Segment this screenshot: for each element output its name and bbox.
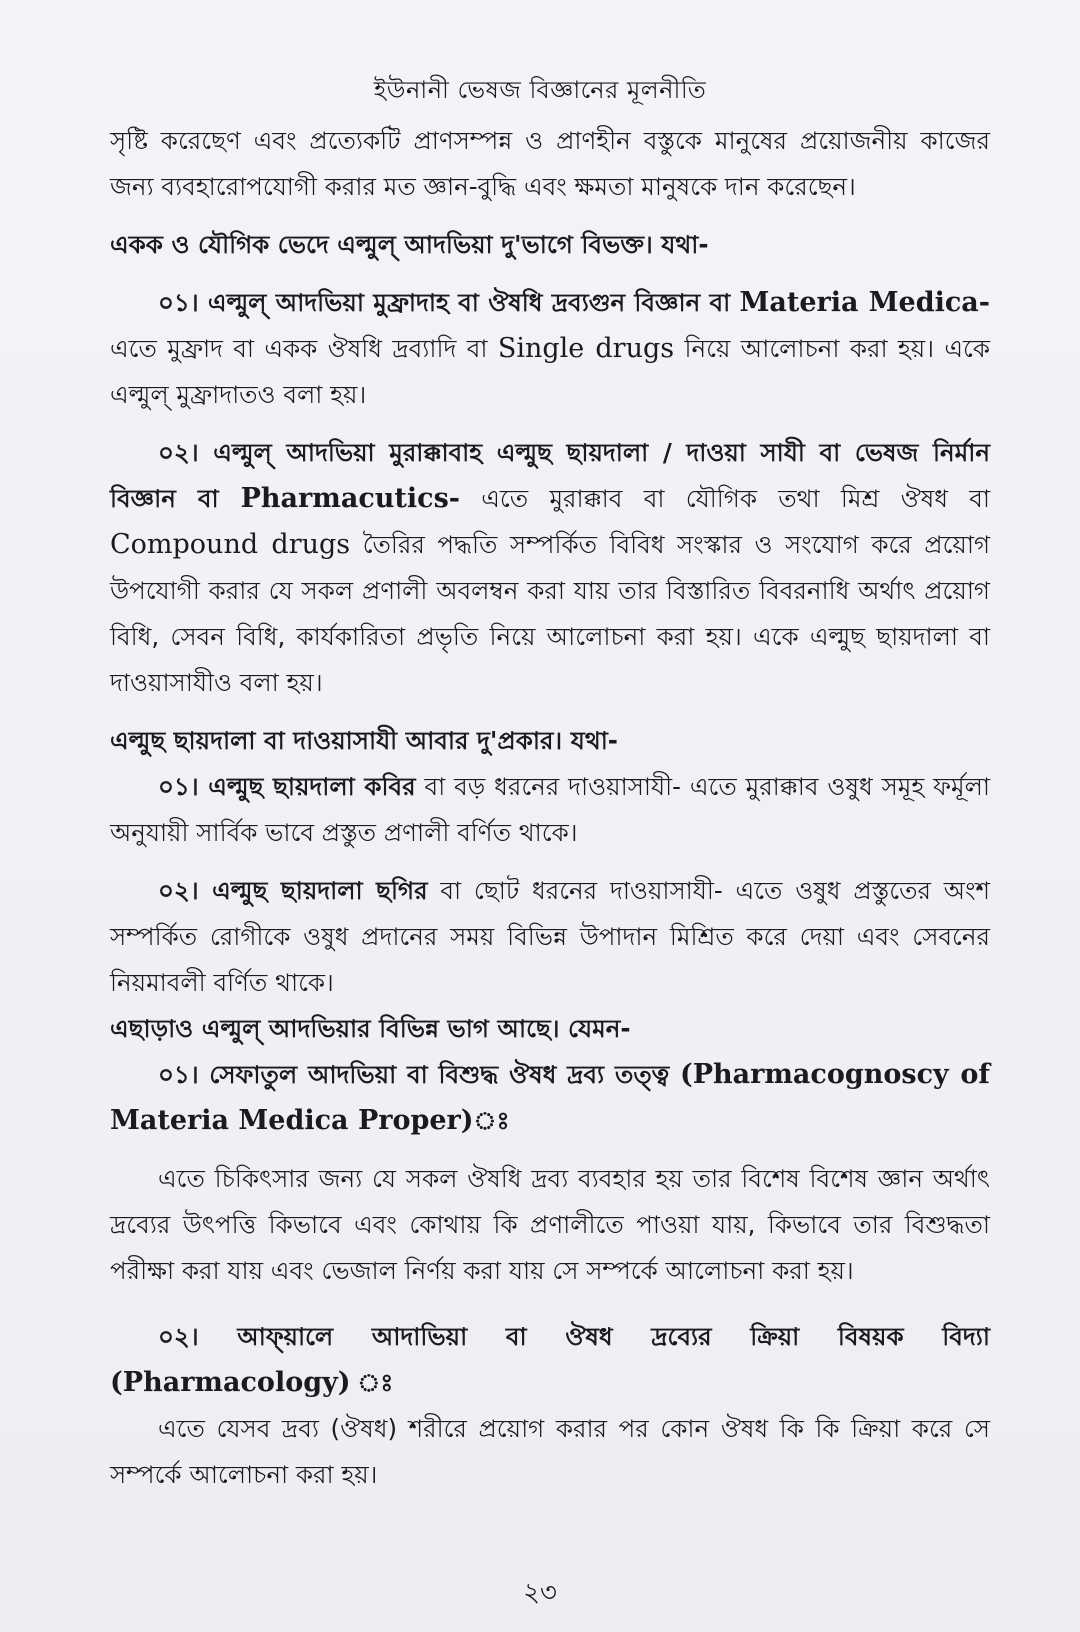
pharmacology-body: এতে যেসব দ্রব্য (ঔষধ) শরীরে প্রয়োগ করার পর কোন ঔষধ কি কি ক্রিয়া করে সে সম্পর্কে আলোচনা করা হয়। [110, 1414, 990, 1489]
item-2-lead: ০২। এল্মুল্ আদভিয়া মুরাক্কাবাহ এল্মুছ ছায়দালা / দাওয়া সাযী বা ভেষজ নির্মান বিজ্ঞান বা [110, 438, 990, 513]
item-1-mid: এতে মুফ্রাদ বা একক ঔষধি দ্রব্যাদি বা [110, 334, 498, 363]
pharmacology-title [110, 1314, 990, 1406]
sub-2-lead: ০২। এল্মুছ ছায়দালা ছগির [158, 876, 428, 905]
item-2-tail: তৈরির পদ্ধতি সম্পর্কিত বিবিধ সংস্কার ও সংযোগ করে প্রয়োগ উপযোগী করার যে সকল প্রণালী অবলম্বন করা যায় তার বিস্তারিত বিবরনাধি অর্থাৎ প্রয়োগ বিধি, সেবন বিধি, কার্যকারিতা প্রভৃতি নিয়ে আলোচনা করা হয়। একে এল্মুছ ছায়দালা বা দাওয়াসাযীও বলা হয়। [110, 530, 991, 697]
page-number: ২৩ [523, 1578, 557, 1608]
item-2-mid: এতে মুরাক্কাব বা যৌগিক তথা মিশ্র ঔষধ বা [460, 484, 990, 513]
item-1-lead: ০১। এল্মুল্ আদভিয়া মুফ্রাদাহ বা ঔষধি দ্রব্যগুন বিজ্ঞান বা [158, 288, 740, 317]
item-1-term2: Single drugs [497, 333, 675, 364]
intro-paragraph: সৃষ্টি করেছেণ এবং প্রত্যেকটি প্রাণসম্পন্ন ও প্রাণহীন বস্তুকে মানুষের প্রয়োজনীয় কাজের জন্য ব্যবহারোপযোগী করার মত জ্ঞান-বুদ্ধি এবং ক্ষমতা মানুষকে দান করেছেন। [110, 126, 990, 201]
pharmacognosy-colon: ঃ [473, 1106, 510, 1135]
item-2-term2: Compound drugs [110, 529, 351, 560]
sub-1-tail: বা বড় ধরনের দাওয়াসাযী- এতে মুরাক্কাব ওষুধ সমূহ ফর্মূলা অনুযায়ী সার্বিক ভাবে প্রস্তুত প্রণালী বর্ণিত থাকে। [110, 772, 990, 847]
pharmacy-heading: এল্মুছ ছায়দালা বা দাওয়াসাযী আবার দু'প্রকার। যথা- [110, 726, 618, 755]
pharmacognosy-title [110, 1052, 990, 1144]
sub-2-tail: বা ছোট ধরনের দাওয়াসাযী- এতে ওষুধ প্রস্তুতের অংশ সম্পর্কিত রোগীকে ওষুধ প্রদানের সময় বিভিন্ন উপাদান মিশ্রিত করে দেয়া এবং সেবনের নিয়মাবলী বর্ণিত থাকে। [110, 876, 990, 997]
running-header: ইউনানী ভেষজ বিজ্ঞানের মূলনীতি [373, 76, 707, 104]
division-heading: একক ও যৌগিক ভেদে এল্মুল্ আদভিয়া দু'ভাগে বিভক্ত। যথা- [110, 230, 709, 259]
page-body [110, 118, 990, 1498]
other-heading: এছাড়াও এল্মুল্ আদভিয়ার বিভিন্ন ভাগ আছে। যেমন- [110, 1014, 631, 1043]
item-2-paragraph [110, 430, 990, 706]
pharmacology-title-en: (Pharmacology) [110, 1367, 351, 1398]
pharmacology-colon: ঃ [350, 1368, 394, 1397]
pharmacognosy-title-en: (Pharmacognoscy of Materia Medica Proper) [110, 1059, 991, 1136]
pharmacology-title-bn: ০২। আফ্য়ালে আদাভিয়া বা ঔষধ দ্রব্যের ক্রিয়া বিষয়ক বিদ্যা [158, 1322, 990, 1351]
item-1-paragraph [110, 280, 990, 418]
item-2-term: Pharmacutics- [240, 483, 460, 514]
item-1-term: Materia Medica- [739, 287, 990, 318]
sub-1-lead: ০১। এল্মুছ ছায়দালা কবির [158, 772, 416, 801]
sub-1-paragraph [110, 764, 990, 856]
sub-2-paragraph [110, 868, 990, 1006]
pharmacognosy-title-bn: ০১। সেফাতুল আদভিয়া বা বিশুদ্ধ ঔষধ দ্রব্য তত্ত্ব [158, 1060, 680, 1089]
item-1-tail: নিয়ে আলোচনা করা হয়। একে এল্মুল্ মুফ্রাদাতও বলা হয়। [110, 334, 990, 409]
pharmacognosy-body: এতে চিকিৎসার জন্য যে সকল ঔষধি দ্রব্য ব্যবহার হয় তার বিশেষ বিশেষ জ্ঞান অর্থাৎ দ্রব্যের উৎপত্তি কিভাবে এবং কোথায় কি প্রণালীতে পাওয়া যায়, কিভাবে তার বিশুদ্ধতা পরীক্ষা করা যায় এবং ভেজাল নির্ণয় করা যায় সে সম্পর্কে আলোচনা করা হয়। [110, 1164, 990, 1285]
